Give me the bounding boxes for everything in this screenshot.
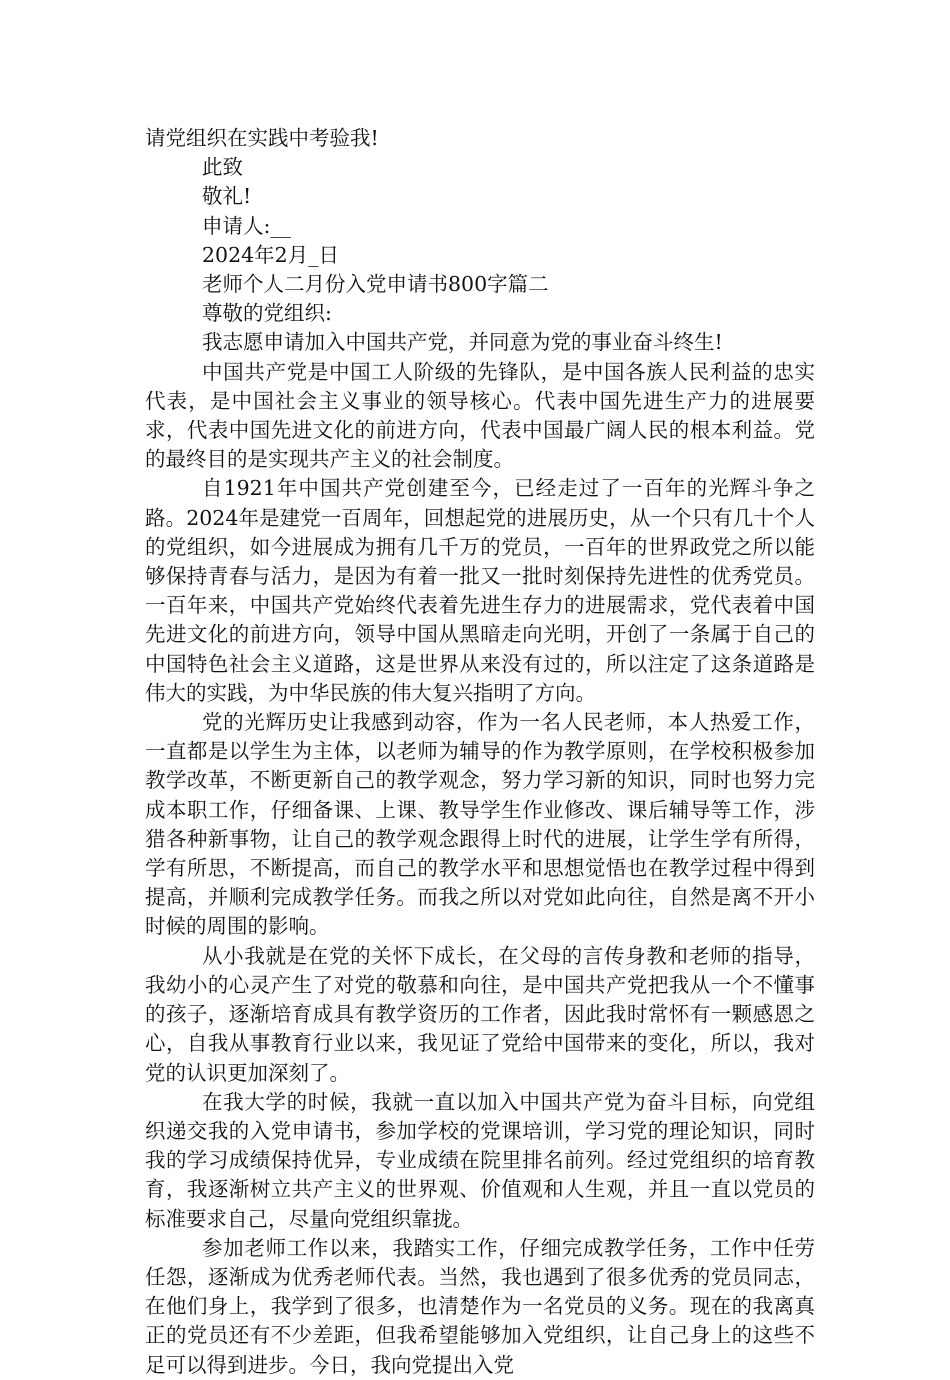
salutation-cizhi: 此致 (202, 155, 243, 180)
continuation-line: 请党组织在实践中考验我! (145, 126, 379, 150)
document-page (145, 124, 815, 1380)
salutation-jingli: 敬礼! (202, 184, 252, 209)
body-paragraph: 参加老师工作以来，我踏实工作，仔细完成教学任务，工作中任劳任怨，逐渐成为优秀老师代表。当然，我也遇到了很多优秀的党员同志，在他们身上，我学到了很多，也清楚作为一名党员的义务。现在的我离真正的党员还有不少差距，但我希望能够加入党组织，让自己身上的这些不足可以得到进步。今日，我向党提出入党 (145, 1235, 815, 1377)
section-title: 老师个人二月份入党申请书800字篇二 (202, 272, 549, 297)
declaration-line: 我志愿申请加入中国共产党，并同意为党的事业奋斗终生! (202, 330, 723, 355)
greeting-line: 尊敬的党组织: (202, 301, 332, 326)
date-line: 2024年2月_日 (202, 242, 339, 267)
body-paragraph: 自1921年中国共产党创建至今，已经走过了一百年的光辉斗争之路。2024年是建党一百周年，回想起党的进展历史，从一个只有几十个人的党组织，如今进展成为拥有几千万的党员，一百年的世界政党之所以能够保持青春与活力，是因为有着一批又一批时刻保持先进性的优秀党员。一百年来，中国共产党始终代表着先进生存力的进展需求，党代表着中国先进文化的前进方向，领导中国从黑暗走向光明，开创了一条属于自己的中国特色社会主义道路，这是世界从来没有过的，所以注定了这条道路是伟大的实践，为中华民族的伟大复兴指明了方向。 (145, 476, 815, 705)
body-paragraph: 在我大学的时候，我就一直以加入中国共产党为奋斗目标，向党组织递交我的入党申请书，参加学校的党课培训，学习党的理论知识，同时我的学习成绩保持优异，专业成绩在院里排名前列。经过党组织的培育教育，我逐渐树立共产主义的世界观、价值观和人生观，并且一直以党员的标准要求自己，尽量向党组织靠拢。 (145, 1089, 815, 1231)
body-paragraph: 从小我就是在党的关怀下成长，在父母的言传身教和老师的指导，我幼小的心灵产生了对党的敬慕和向往，是中国共产党把我从一个不懂事的孩子，逐渐培育成具有教学资历的工作者，因此我时常怀有一颗感恩之心，自我从事教育行业以来，我见证了党给中国带来的变化，所以，我对党的认识更加深刻了。 (145, 943, 815, 1085)
applicant-line: 申请人:__ (202, 213, 291, 238)
body-paragraph: 中国共产党是中国工人阶级的先锋队，是中国各族人民利益的忠实代表，是中国社会主义事业的领导核心。代表中国先进生产力的进展要求，代表中国先进文化的前进方向，代表中国最广阔人民的根本利益。党的最终目的是实现共产主义的社会制度。 (145, 359, 815, 472)
body-paragraph: 党的光辉历史让我感到动容，作为一名人民老师，本人热爱工作，一直都是以学生为主体，以老师为辅导的作为教学原则，在学校积极参加教学改革，不断更新自己的教学观念，努力学习新的知识，同时也努力完成本职工作，仔细备课、上课、教导学生作业修改、课后辅导等工作，涉猎各种新事物，让自己的教学观念跟得上时代的进展，让学生学有所得，学有所思，不断提高，而自己的教学水平和思想觉悟也在教学过程中得到提高，并顺利完成教学任务。而我之所以对党如此向往，自然是离不开小时候的周围的影响。 (145, 710, 815, 939)
